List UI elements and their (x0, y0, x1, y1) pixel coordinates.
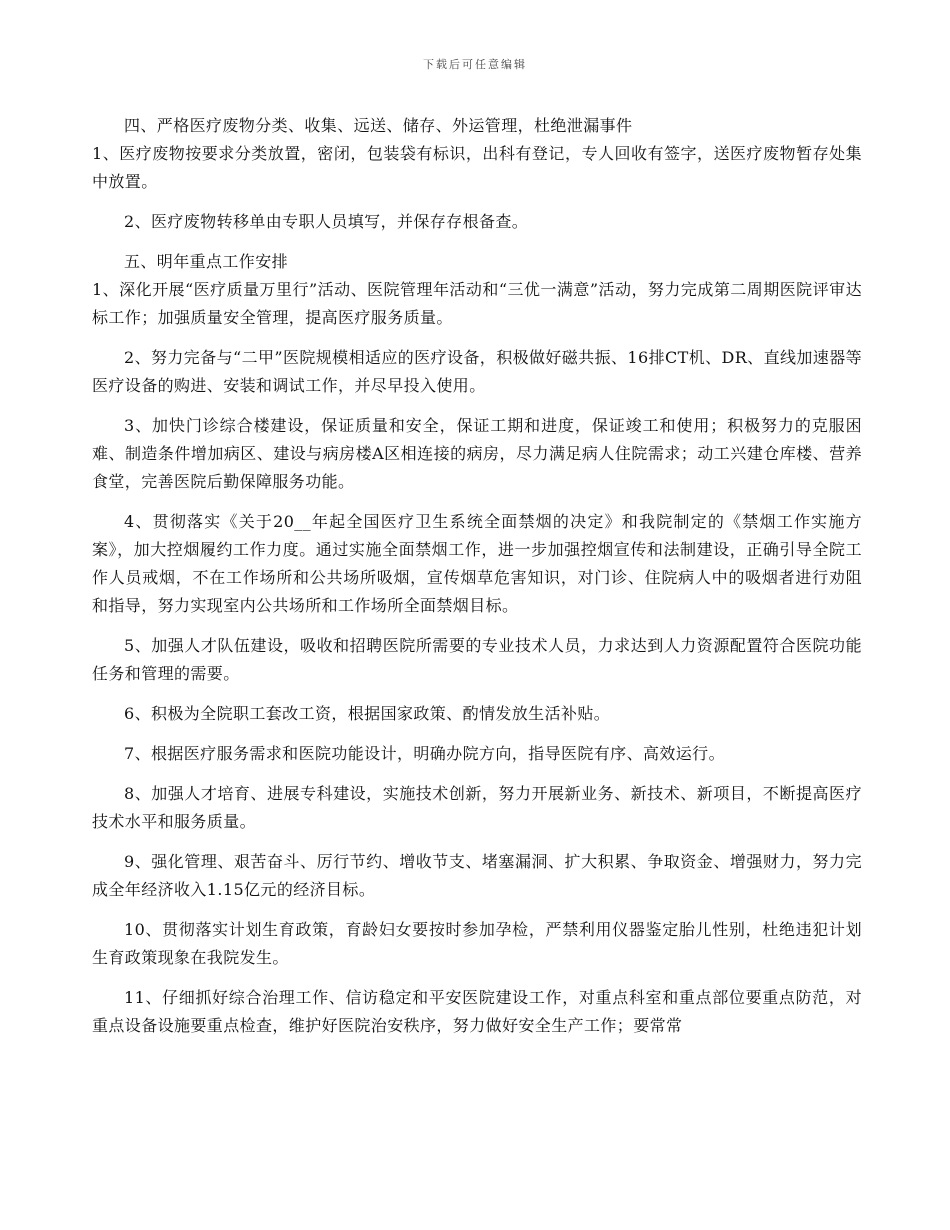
paragraph-s5-2: 2、努力完备与“二甲”医院规模相适应的医疗设备，积极做好磁共振、16排CT机、DR、直线加速器等医疗设备的购进、安装和调试工作，并尽早投入使用。 (92, 348, 862, 395)
paragraph-s4-1: 1、医疗废物按要求分类放置，密闭，包装袋有标识，出科有登记，专人回收有签字，送医疗废物暂存处集中放置。 (92, 144, 862, 191)
section-heading-5: 五、明年重点工作安排 (124, 252, 289, 271)
section-heading-4: 四、严格医疗废物分类、收集、远送、储存、外运管理，杜绝泄漏事件 (124, 116, 633, 135)
paragraph-s5-5: 5、加强人才队伍建设，吸收和招聘医院所需要的专业技术人员，力求达到人力资源配置符合医院功能任务和管理的需要。 (92, 636, 862, 683)
paragraph-s5-8: 8、加强人才培育、进展专科建设，实施技术创新，努力开展新业务、新技术、新项目，不断提高医疗技术水平和服务质量。 (92, 784, 862, 831)
paragraph-s5-7: 7、根据医疗服务需求和医院功能设计，明确办院方向，指导医院有序、高效运行。 (124, 744, 725, 763)
paragraph-s5-9: 9、强化管理、艰苦奋斗、厉行节约、增收节支、堵塞漏洞、扩大积累、争取资金、增强财力，努力完成全年经济收入1.15亿元的经济目标。 (92, 852, 862, 899)
paragraph-s4-2: 2、医疗废物转移单由专职人员填写，并保存存根备查。 (124, 212, 529, 231)
paragraph-s5-10: 10、贯彻落实计划生育政策，育龄妇女要按时参加孕检，严禁利用仪器鉴定胎儿性别，杜绝违犯计划生育政策现象在我院发生。 (92, 920, 862, 967)
paragraph-s5-6: 6、积极为全院职工套改工资，根据国家政策、酌情发放生活补贴。 (124, 704, 611, 723)
paragraph-s5-4: 4、贯彻落实《关于20__年起全国医疗卫生系统全面禁烟的决定》和我院制定的《禁烟工作实施方案》，加大控烟履约工作力度。通过实施全面禁烟工作，进一步加强控烟宣传和法制建设，正确引导全院工作人员戒烟，不在工作场所和公共场所吸烟，宣传烟草危害知识，对门诊、住院病人中的吸烟者进行劝阻和指导，努力实现室内公共场所和工作场所全面禁烟目标。 (92, 512, 862, 615)
paragraph-s5-1: 1、深化开展“医疗质量万里行”活动、医院管理年活动和“三优一满意”活动，努力完成第二周期医院评审达标工作；加强质量安全管理，提高医疗服务质量。 (92, 280, 862, 327)
page-header-note: 下载后可任意编辑 (423, 58, 527, 71)
paragraph-s5-11: 11、仔细抓好综合治理工作、信访稳定和平安医院建设工作，对重点科室和重点部位要重点防范，对重点设备设施要重点检查，维护好医院治安秩序，努力做好安全生产工作；要常常 (92, 988, 862, 1035)
paragraph-s5-3: 3、加快门诊综合楼建设，保证质量和安全，保证工期和进度，保证竣工和使用；积极努力的克服困难、制造条件增加病区、建设与病房楼A区相连接的病房，尽力满足病人住院需求；动工兴建仓库楼、营养食堂，完善医院后勤保障服务功能。 (92, 416, 862, 491)
document-body (92, 112, 862, 1052)
